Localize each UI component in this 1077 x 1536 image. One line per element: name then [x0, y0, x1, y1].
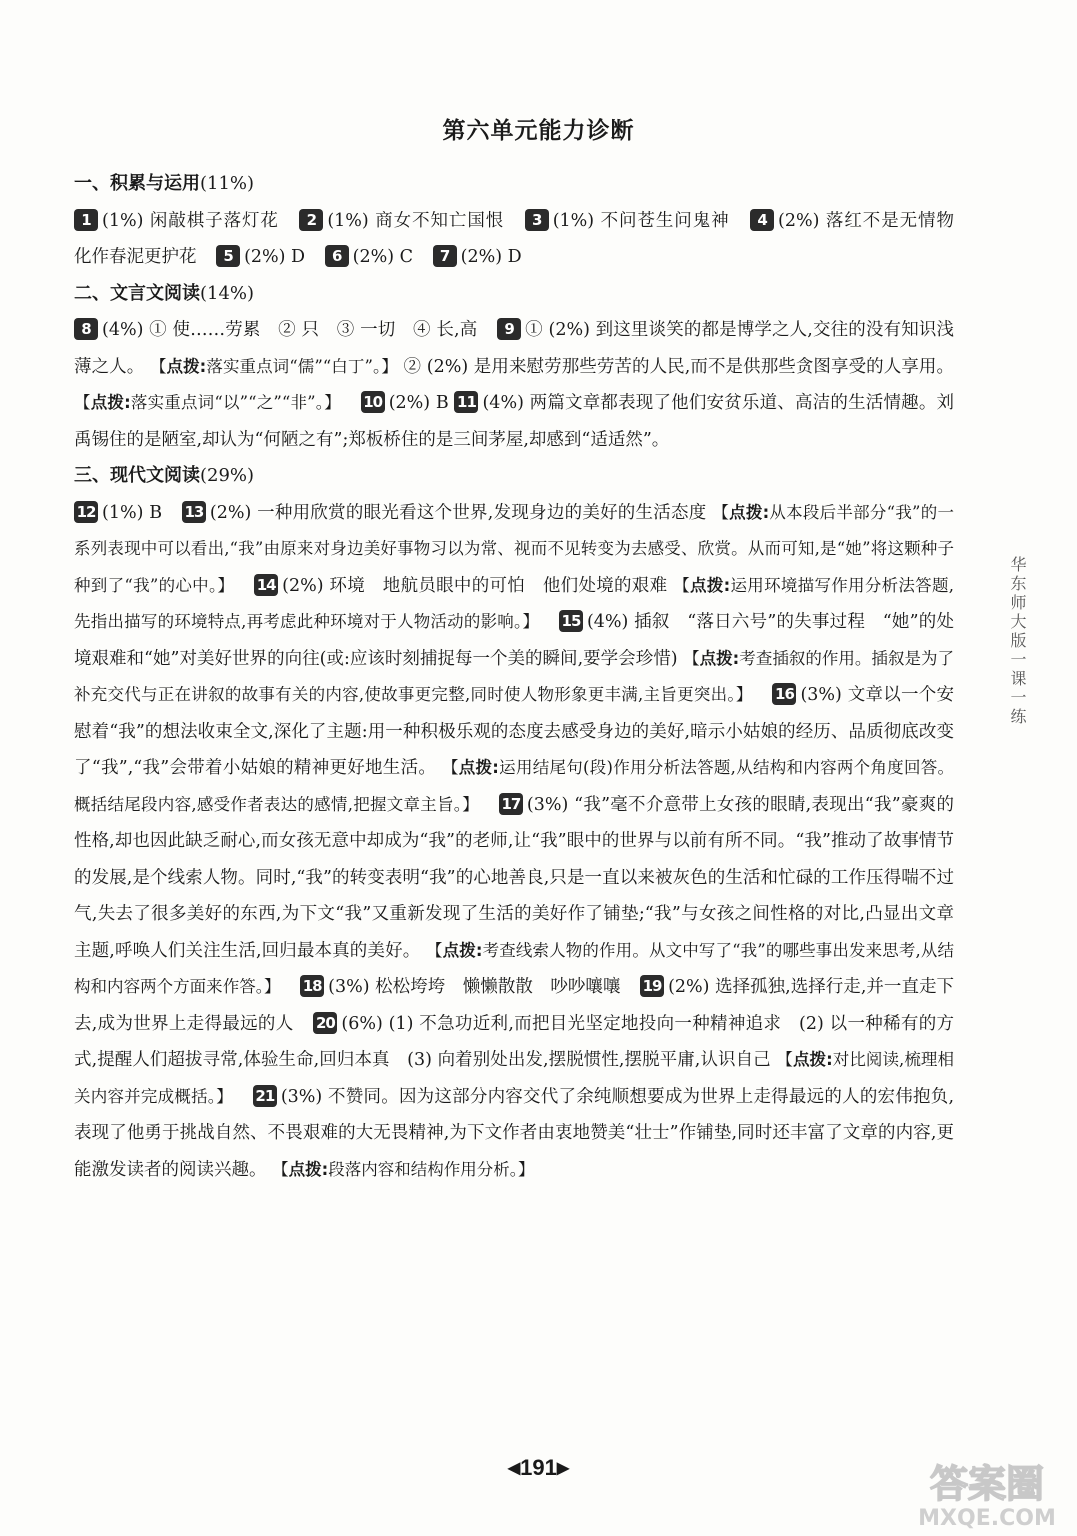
- section-percent: (29%): [200, 465, 255, 486]
- question-number-badge: 4: [750, 209, 774, 231]
- tip-text: 段落内容和结构作用分析。: [328, 1159, 518, 1179]
- tip-label: 点拨:: [792, 1050, 833, 1069]
- watermark-url: MXQE.COM: [918, 1506, 1056, 1530]
- question-number-badge: 9: [497, 318, 521, 340]
- section-heading: [74, 276, 954, 313]
- page-title: 第六单元能力诊断: [442, 118, 635, 144]
- question-number-badge: 20: [313, 1012, 337, 1034]
- tip-label: 点拨:: [90, 393, 131, 412]
- tip-label: 点拨:: [166, 356, 207, 376]
- page-number-text: 191: [520, 1455, 557, 1480]
- section-heading: [74, 166, 954, 203]
- answer-text: (1%) 不问苍生问鬼神: [552, 210, 730, 231]
- question-number-badge: 16: [772, 683, 796, 705]
- question-number-badge: 18: [300, 975, 324, 997]
- question-number-badge: 12: [74, 501, 98, 523]
- section-label: 二、文言文阅读: [74, 282, 200, 304]
- tip-label: 点拨:: [288, 1159, 329, 1179]
- question-number-badge: 7: [433, 245, 457, 267]
- question-number-badge: 6: [325, 245, 349, 267]
- section-heading: [74, 458, 954, 495]
- answer-text: (1%) 商女不知亡国恨: [327, 210, 505, 231]
- side-book-title: 华东师大版一课一练: [1008, 556, 1027, 727]
- answer-text: (4%) 两篇文章都表现了他们安贫乐道、高洁的生活情趣。刘禹锡住的是陋室,却认为“何陋之有”;郑板桥住的是三间茅屋,却感到“适适然”。: [74, 393, 955, 450]
- tip-text: 考查线索人物的作用。从文中写了“我”的哪些事出发来思考,从结构和内容两个方面来作答。: [74, 940, 954, 996]
- question-number-badge: 19: [640, 975, 664, 997]
- tip-text: 对比阅读,梳理相关内容并完成概括。: [74, 1050, 954, 1106]
- tip-label: 点拨:: [458, 758, 499, 777]
- question-number-badge: 13: [182, 501, 206, 523]
- question-number-badge: 1: [74, 209, 98, 231]
- answer-text: (2%) C: [352, 247, 414, 267]
- question-number-badge: 2: [299, 209, 323, 231]
- answer-text: (2%) 选择孤独,选择行走,并一直走下去,成为世界上走得最远的人: [74, 977, 955, 1034]
- section-label: 一、积累与运用: [74, 173, 200, 194]
- question-number-badge: 11: [454, 391, 478, 413]
- answer-text: (4%) ① 使……劳累 ② 只 ③ 一切 ④ 长,高: [102, 320, 478, 340]
- question-number-badge: 17: [499, 793, 523, 815]
- answer-text: (3%) 不赞同。因为这部分内容交代了余纯顺想要成为世界上走得最远的人的宏伟抱负,表现了他勇于挑战自然、不畏艰难的大无畏精神,为下文作者由衷地赞美“壮士”作铺垫,同时还丰富了文章的内容,更能激发读者的阅读兴趣。: [74, 1086, 955, 1180]
- tip-label: 点拨:: [690, 575, 731, 595]
- answer-text: (6%) (1) 不急功近利,而把目光坚定地投向一种精神追求 (2) 以一种稀有的方式,提醒人们超拔寻常,体验生命,回归本真 (3) 向着别处出发,摆脱惯性,摆脱平庸,认识自己: [74, 1013, 954, 1070]
- watermark-text: 答案圈: [929, 1462, 1045, 1506]
- question-number-badge: 15: [559, 610, 583, 632]
- watermark-logo: [905, 1455, 1070, 1530]
- tip-text: 运用环境描写作用分析法答题,先指出描写的环境特点,再考虑此种环境对于人物活动的影响。: [74, 575, 955, 631]
- question-number-badge: 3: [525, 209, 549, 231]
- answer-text: (3%) “我”毫不介意带上女孩的眼睛,表现出“我”豪爽的性格,却也因此缺乏耐心,而女孩无意中却成为“我”的老师,让“我”眼中的世界与以前有所不同。“我”推动了故事情节的发展,是个线索人物。同时,“我”的转变表明“我”的心地善良,只是一直以来被灰色的生活和忙碌的工作压得喘不过气,失去了很多美好的东西,为下文“我”又重新发现了生活的美好作了铺垫;“我”与女孩之间性格的对比,凸显出文章主题,呼唤人们关注生活,回归最本真的美好。: [74, 794, 954, 961]
- answer-text: (2%) D: [460, 247, 522, 267]
- answer-text: (2%) 落红不是无情物 化作春泥更护花: [74, 210, 972, 267]
- section-percent: (11%): [200, 173, 255, 194]
- answer-paragraph: [74, 203, 972, 276]
- answer-text: (4%) 插叙 “落日六号”的失事过程 “她”的处境艰难和“她”对美好世界的向往(或:应该时刻捕捉每一个美的瞬间,要学会珍惜): [74, 612, 954, 669]
- question-number-badge: 5: [216, 245, 240, 267]
- tip-text: 落实重点词“儒”“白丁”。: [206, 356, 382, 376]
- question-number-badge: 14: [254, 574, 278, 596]
- tip-text: 运用结尾句(段)作用分析法答题,从结构和内容两个角度回答。概括结尾段内容,感受作者表达的感情,把握文章主旨。: [74, 758, 954, 814]
- answer-text: (1%) B: [102, 502, 163, 523]
- answer-text: ① (2%) 到这里谈笑的都是博学之人,交往的没有知识浅薄之人。: [74, 320, 954, 377]
- tip-label: 点拨:: [729, 502, 770, 522]
- question-number-badge: 21: [253, 1085, 277, 1107]
- answer-paragraph: 8 (4%) ① 使……劳累 ② 只 ③ 一切 ④ 长,高 9 ① (2%) 到这里谈笑的都是博学之人,交往的没有知识浅薄之人。 【点拨:落实重点词“儒”“白丁”。】 ② (2%) 是用来慰劳那些劳苦的人民,而不是供那些贪图享受的人享用。 【点拨:落实重点词“以”“之”“非”。】 10 (2%) B 11 (4%) 两篇文章都表现了他们安贫乐道、高洁的生活情趣。刘禹锡住的是陋室,却认为“何陋之有”;郑板桥住的是三间茅屋,却感到“适适然”。: [74, 320, 955, 450]
- answer-text: ② (2%) 是用来慰劳那些劳苦的人民,而不是供那些贪图享受的人享用。: [403, 356, 954, 377]
- answer-text: (1%) 闲敲棋子落灯花: [102, 210, 279, 231]
- answer-paragraph: 12 (1%) B 13 (2%) 一种用欣赏的眼光看这个世界,发现身边的美好的生活态度 【点拨:从本段后半部分“我”的一系列表现中可以看出,“我”由原来对身边美好事物习以为常、视而不见转变为去感受、欣赏。从而可知,是“她”将这颗种子种到了“我”的心中。】 14 (2%) 环境 地航员眼中的可怕 他们处境的艰难 【点拨:运用环境描写作用分析法答题,先指出描写的环境特点,再考虑此种环境对于人物活动的影响。】 15 (4%) 插叙 “落日六号”的失事过程 “她”的处境艰难和“她”对美好世界的向往(或:应该时刻捕捉每一个美的瞬间,要学会珍惜) 【点拨:考查插叙的作用。插叙是为了补充交代与正在讲叙的故事有关的内容,使故事更完整,同时使人物形象更丰满,主旨更突出。】 16 (3%) 文章以一个安慰着“我”的想法收束全文,深化了主题:用一种积极乐观的态度去感受身边的美好,暗示小姑娘的经历、品质彻底改变了“我”,“我”会带着小姑娘的精神更好地生活。 【点拨:运用结尾句(段)作用分析法答题,从结构和内容两个角度回答。概括结尾段内容,感受作者表达的感情,把握文章主旨。】 17 (3%) “我”毫不介意带上女孩的眼睛,表现出“我”豪爽的性格,却也因此缺乏耐心,而女孩无意中却成为“我”的老师,让“我”眼中的世界与以前有所不同。“我”推动了故事情节的发展,是个线索人物。同时,“我”的转变表明“我”的心地善良,只是一直以来被灰色的生活和忙碌的工作压得喘不过气,失去了很多美好的东西,为下文“我”又重新发现了生活的美好作了铺垫;“我”与女孩之间性格的对比,凸显出文章主题,呼唤人们关注生活,回归最本真的美好。 【点拨:考查线索人物的作用。从文中写了“我”的哪些事出发来思考,从结构和内容两个方面来作答。】 18 (3%) 松松垮垮 懒懒散散 吵吵嚷嚷 19 (2%) 选择孤独,选择行走,并一直走下去,成为世界上走得最远的人 20 (6%) (1) 不急功近利,而把目光坚定地投向一种精神追求 (2) 以一种稀有的方式,提醒人们超拔寻常,体验生命,回归本真 (3) 向着别处出发,摆脱惯性,摆脱平庸,认识自己 【点拨:对比阅读,梳理相关内容并完成概括。】 21 (3%) 不赞同。因为这部分内容交代了余纯顺想要成为世界上走得最远的人的宏伟抱负,表现了他勇于挑战自然、不畏艰难的大无畏精神,为下文作者由衷地赞美“壮士”作铺垫,同时还丰富了文章的内容,更能激发读者的阅读兴趣。 【点拨:段落内容和结构作用分析。】: [74, 502, 955, 1180]
- left-arrow-icon: ◀: [507, 1460, 521, 1477]
- answer-text: (2%) B: [388, 393, 449, 413]
- answer-content: [74, 166, 972, 1188]
- question-number-badge: 10: [361, 391, 385, 413]
- answer-text: (2%) 环境 地航员眼中的可怕 他们处境的艰难: [282, 575, 668, 596]
- answer-text: (2%) 一种用欣赏的眼光看这个世界,发现身边的美好的生活态度: [209, 502, 707, 523]
- section-percent: (14%): [200, 282, 255, 304]
- answer-text: (3%) 文章以一个安慰着“我”的想法收束全文,深化了主题:用一种积极乐观的态度去感受身边的美好,暗示小姑娘的经历、品质彻底改变了“我”,“我”会带着小姑娘的精神更好地生活。: [74, 685, 954, 778]
- tip-text: 考查插叙的作用。插叙是为了补充交代与正在讲叙的故事有关的内容,使故事更完整,同时使人物形象更丰满,主旨更突出。: [74, 648, 954, 704]
- question-number-badge: 8: [74, 318, 98, 340]
- tip-label: 点拨:: [699, 648, 740, 668]
- tip-text: 从本段后半部分“我”的一系列表现中可以看出,“我”由原来对身边美好事物习以为常、视而不见转变为去感受、欣赏。从而可知,是“她”将这颗种子种到了“我”的心中。: [74, 502, 954, 595]
- right-arrow-icon: ▶: [556, 1460, 570, 1477]
- section-label: 三、现代文阅读: [74, 465, 200, 486]
- tip-label: 点拨:: [442, 940, 483, 960]
- answer-text: (2%) D: [244, 247, 306, 267]
- tip-text: 落实重点词“以”“之”“非”。: [130, 393, 325, 412]
- answer-text: (3%) 松松垮垮 懒懒散散 吵吵嚷嚷: [328, 977, 621, 997]
